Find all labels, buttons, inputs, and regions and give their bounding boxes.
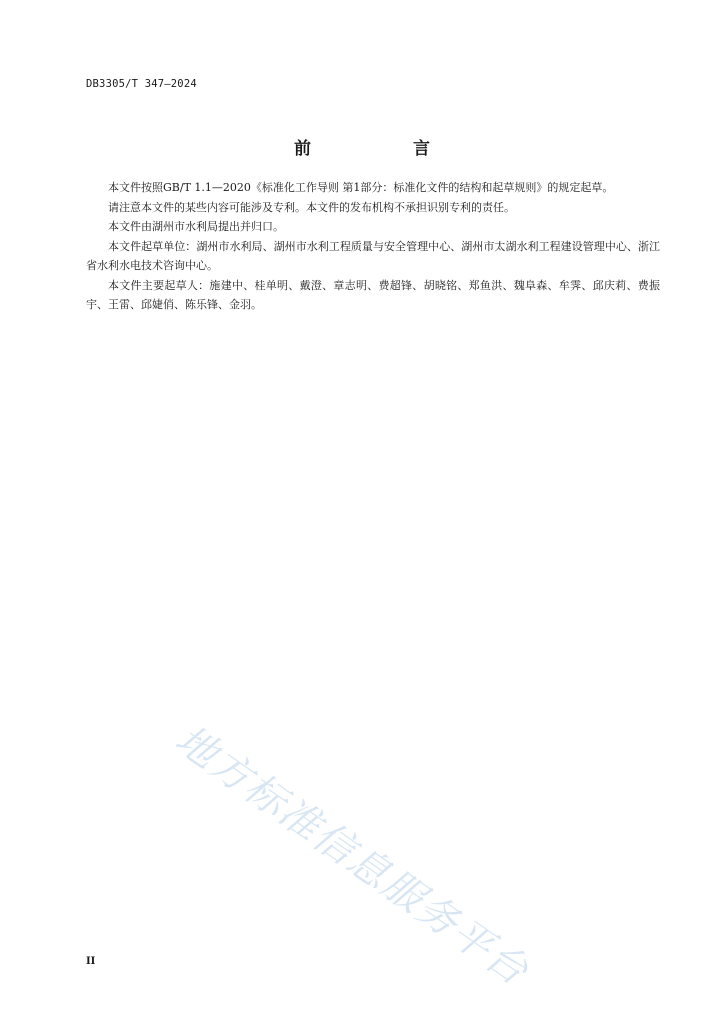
page-number: II — [86, 956, 96, 967]
paragraph-drafting-units: 本文件起草单位：湖州市水利局、湖州市水利工程质量与安全管理中心、湖州市太湖水利工程建设管理中心、浙江省水利水电技术咨询中心。 — [86, 239, 660, 272]
paragraph-drafters: 本文件主要起草人：施建中、桂单明、戴澄、章志明、费超锋、胡晓铭、郑鱼洪、魏阜森、牟霁、邱庆莉、费振宇、王雷、邱婕俏、陈乐锋、金羽。 — [86, 278, 660, 311]
paragraph-patent-notice: 请注意本文件的某些内容可能涉及专利。本文件的发布机构不承担识别专利的责任。 — [108, 200, 515, 214]
page-title: 前 言 — [294, 139, 478, 159]
foreword-body — [86, 178, 660, 315]
paragraph-drafting-rules: 本文件按照GB/T 1.1—2020《标准化工作导则 第1部分：标准化文件的结构和起草规则》的规定起草。 — [108, 181, 614, 194]
document-code: DB3305/T 347—2024 — [86, 78, 197, 90]
paragraph-proposer: 本文件由湖州市水利局提出并归口。 — [108, 220, 284, 233]
watermark-text: 地方标准信息服务平台 — [166, 716, 538, 996]
